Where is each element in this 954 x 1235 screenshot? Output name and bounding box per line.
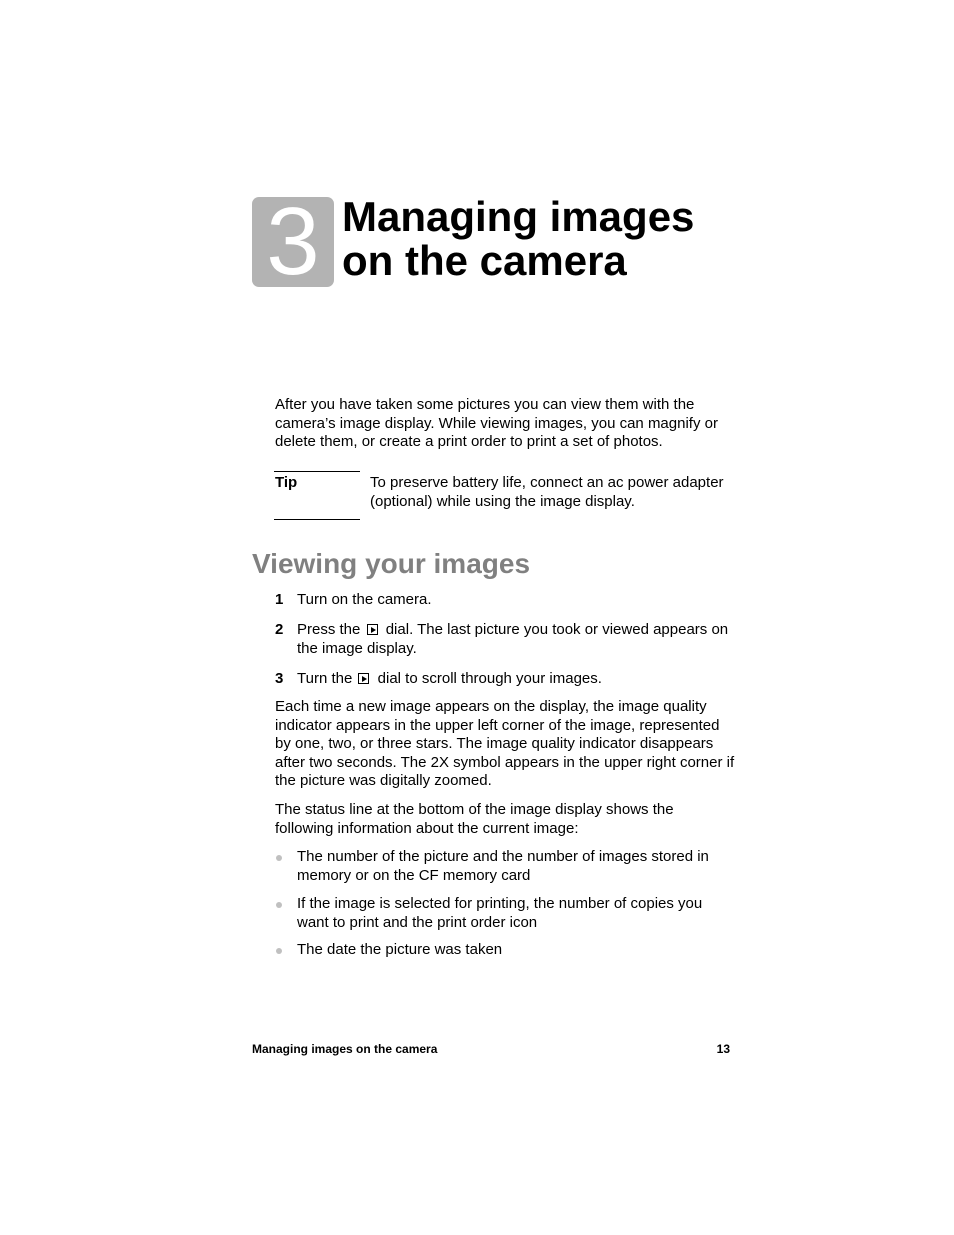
- step-text-before: Turn the: [297, 670, 353, 687]
- play-icon: [358, 673, 369, 684]
- chapter-title-line-1: Managing images: [342, 193, 695, 240]
- tip-label: Tip: [275, 474, 298, 491]
- list-item-text: The number of the picture and the number of images stored in memory or on the CF memory card: [297, 848, 709, 884]
- page-number: 13: [716, 1042, 730, 1056]
- bullet-icon: [276, 902, 282, 908]
- tip-text: To preserve battery life, connect an ac power adapter (optional) while using the image display.: [370, 474, 724, 510]
- list-item: [275, 848, 735, 885]
- list-item-text: The date the picture was taken: [297, 941, 503, 958]
- step-text: [297, 621, 735, 658]
- step-item: [275, 591, 735, 610]
- step-text-after: dial. The last picture you took or viewed appears on the image display.: [297, 621, 729, 657]
- bullet-icon: [276, 948, 282, 954]
- play-icon: [367, 624, 378, 635]
- step-number: 2: [275, 621, 284, 638]
- step-text-before: Press the: [297, 621, 361, 638]
- section-heading: Viewing your images: [252, 548, 531, 579]
- step-text: Turn on the camera.: [297, 591, 432, 608]
- intro-paragraph: After you have taken some pictures you can view them with the camera’s image display. While viewing images, you can magnify or delete them, or create a print order to print a set of photos.: [275, 396, 718, 450]
- step-item: [275, 621, 735, 658]
- list-item: [275, 941, 735, 960]
- body-paragraph: Each time a new image appears on the display, the image quality indicator appears in the upper left corner of the image, represented by one, two, or three stars. The image quality indicator disappears after two seconds. The 2X symbol appears in the upper right corner if the picture was digitally zoomed.: [275, 698, 735, 789]
- step-number: 1: [275, 591, 284, 608]
- chapter-title: [342, 195, 762, 283]
- step-text-after: dial to scroll through your images.: [377, 670, 602, 687]
- bullet-icon: [276, 855, 282, 861]
- body-paragraph: The status line at the bottom of the image display shows the following information about the current image:: [275, 801, 674, 837]
- step-text: [297, 670, 735, 689]
- list-item-text: If the image is selected for printing, the number of copies you want to print and the print order icon: [297, 895, 703, 931]
- step-number: 3: [275, 670, 284, 687]
- tip-top-rule: [274, 471, 360, 472]
- footer-chapter-title: Managing images on the camera: [252, 1042, 438, 1056]
- chapter-title-line-2: on the camera: [342, 237, 627, 284]
- step-item: [275, 670, 735, 689]
- tip-bottom-rule: [274, 519, 360, 520]
- list-item: [275, 895, 735, 932]
- chapter-number-badge: 3: [252, 197, 334, 287]
